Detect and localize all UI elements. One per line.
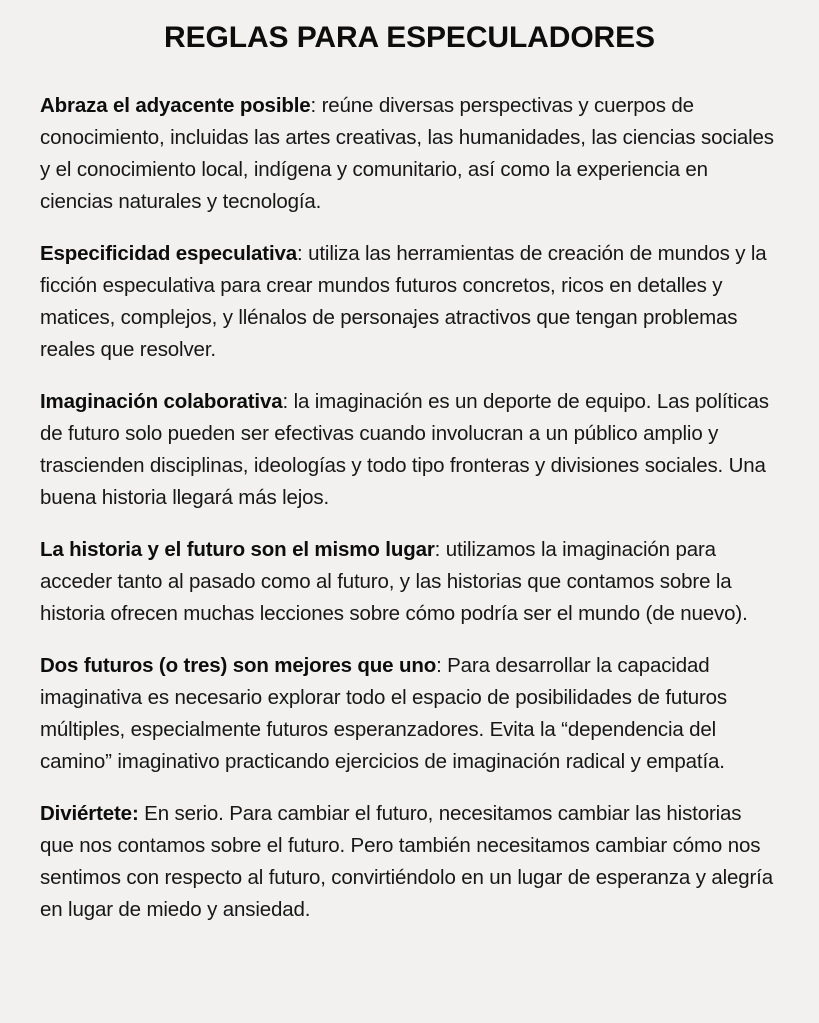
rule-body: En serio. Para cambiar el futuro, necesitamos cambiar las historias que nos contamos sobre el futuro. Pero también necesitamos cambiar cómo nos sentimos con respecto al futuro, convirtiéndolo en un lugar de esperanza y alegría en lugar de miedo y ansiedad. [40, 801, 773, 921]
rule-separator: : [297, 241, 303, 265]
rule-separator: : [436, 653, 442, 677]
rule-paragraph [40, 798, 779, 926]
rule-term: Dos futuros (o tres) son mejores que uno [40, 653, 437, 677]
rule-separator: : [282, 389, 289, 413]
rule-separator: : [310, 93, 317, 117]
rule-paragraph [40, 90, 779, 218]
rule-term: Abraza el adyacente posible [40, 93, 311, 117]
rule-body: Para desarrollar la capacidad imaginativa es necesario explorar todo el espacio de posibilidades de futuros múltiples, especialmente futuros esperanzadores. Evita la “dependencia del camino” imaginativo practicando ejercicios de imaginación radical y empatía. [40, 653, 728, 773]
rule-body: utilizamos la imaginación para acceder tanto al pasado como al futuro, y las historias que contamos sobre la historia ofrecen muchas lecciones sobre cómo podría ser el mundo (de nuevo). [40, 537, 748, 625]
rule-term: Diviértete [40, 801, 132, 825]
rule-paragraph [40, 650, 779, 778]
rule-term: Imaginación colaborativa [40, 389, 283, 413]
rule-term: Especificidad especulativa [40, 241, 298, 265]
rule-separator: : [131, 801, 139, 825]
rule-paragraph [40, 238, 779, 366]
rule-paragraph [40, 386, 779, 514]
rule-body: la imaginación es un deporte de equipo. Las políticas de futuro solo pueden ser efectivas cuando involucran a un público amplio y trascienden disciplinas, ideologías y todo tipo fronteras y divisiones sociales. Una buena historia llegará más lejos. [40, 389, 769, 509]
rule-term: La historia y el futuro son el mismo lugar [40, 537, 435, 561]
rule-separator: : [434, 537, 441, 561]
page-title: REGLAS PARA ESPECULADORES [164, 21, 655, 54]
rule-paragraph [40, 534, 779, 630]
rules-list [40, 90, 779, 926]
rule-body: utiliza las herramientas de creación de mundos y la ficción especulativa para crear mundos futuros concretos, ricos en detalles y matices, complejos, y llénalos de personajes atractivos que tengan problemas reales que resolver. [40, 241, 767, 361]
rule-body: reúne diversas perspectivas y cuerpos de conocimiento, incluidas las artes creativas, las humanidades, las ciencias sociales y el conocimiento local, indígena y comunitario, así como la experiencia en ciencias naturales y tecnología. [40, 93, 774, 213]
